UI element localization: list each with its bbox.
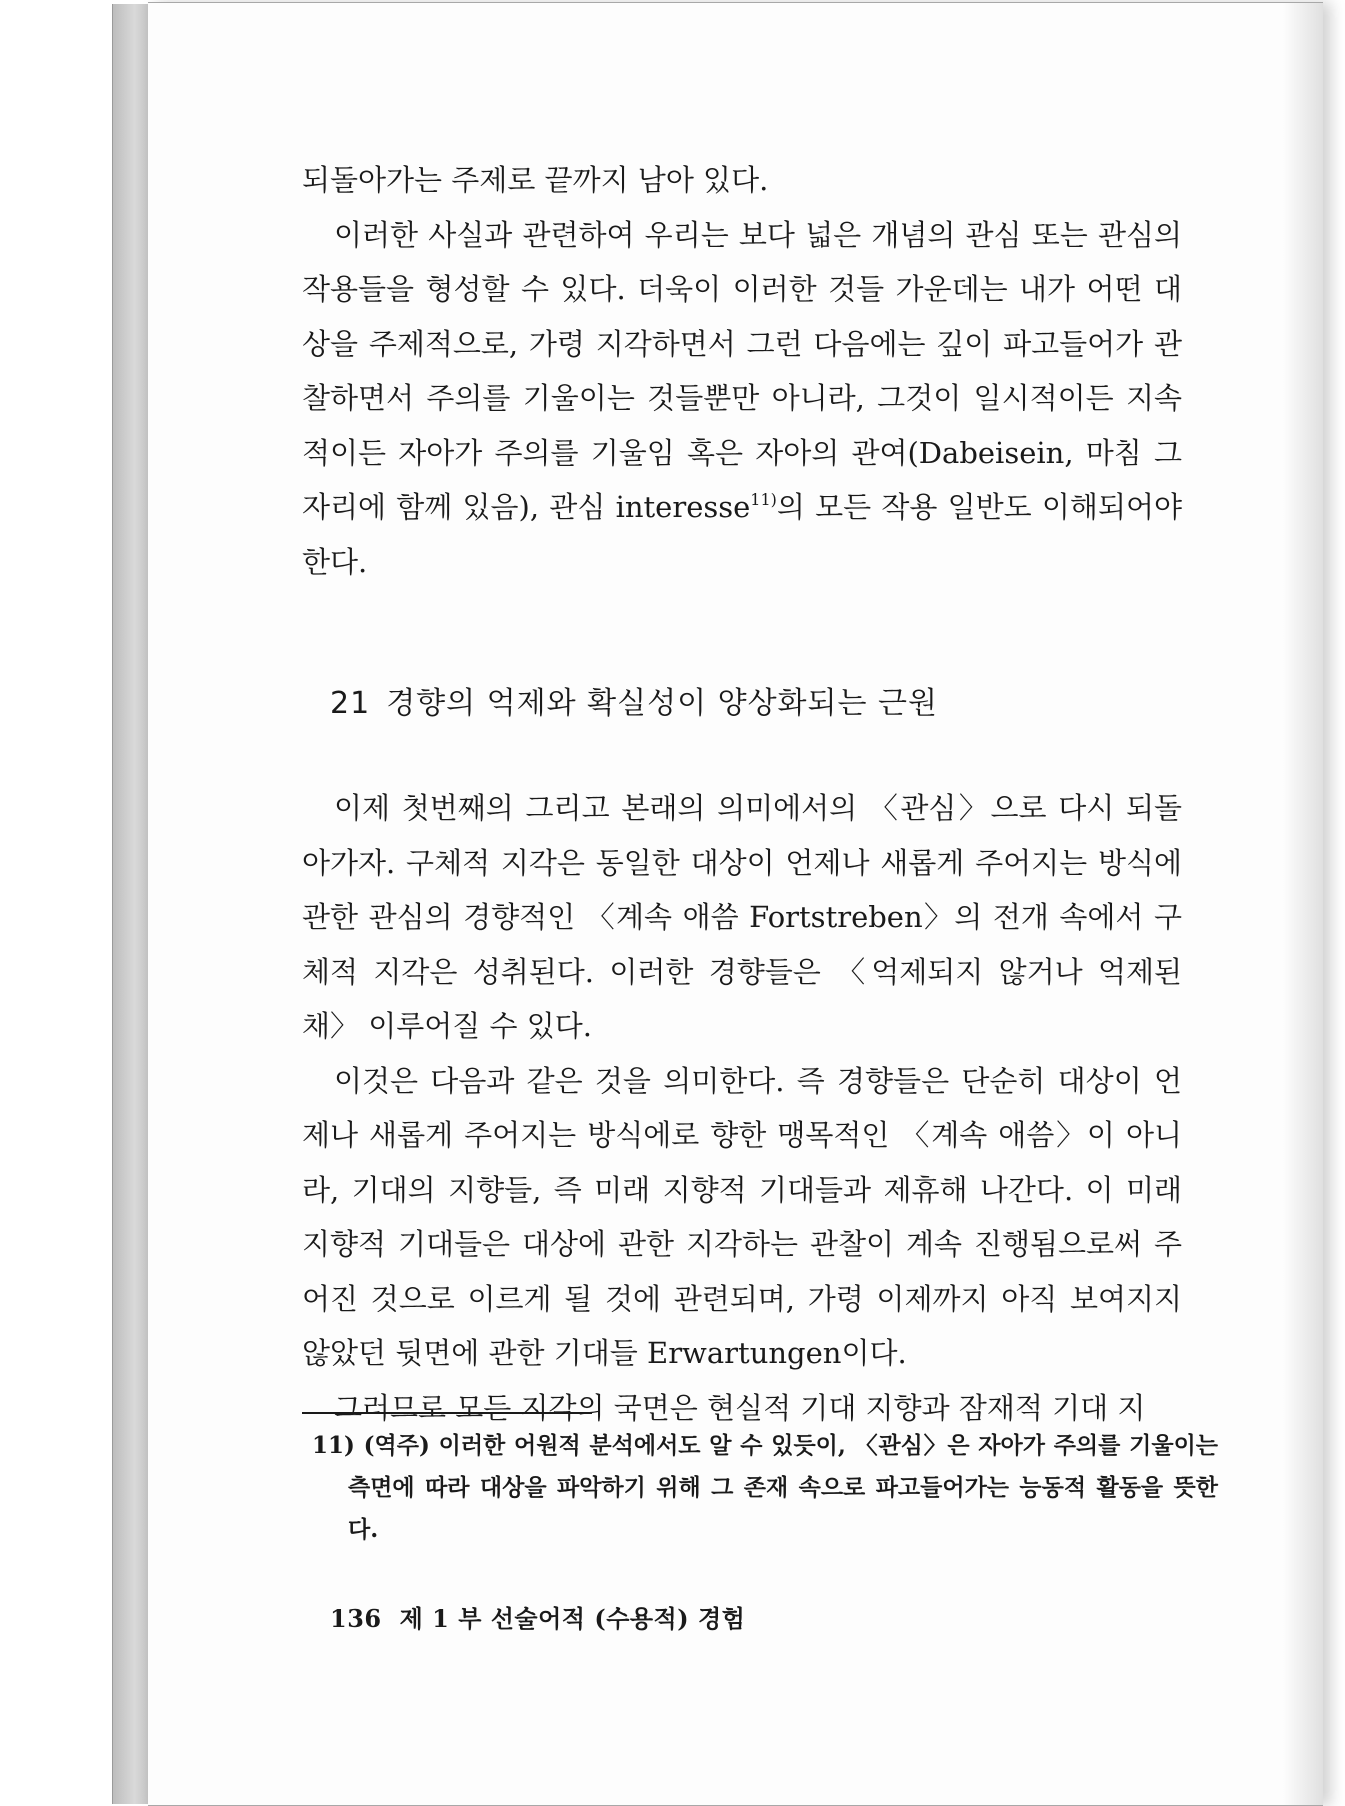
paragraph-text: 의 모든 작용 일반도 이해되어야 한다.: [302, 490, 1182, 579]
footnote-ref: 11): [750, 490, 777, 509]
section-heading: [330, 679, 1150, 729]
section-title: 경향의 억제와 확실성이 양상화되는 근원: [386, 686, 938, 721]
running-footer: [330, 1599, 745, 1634]
paragraph: [302, 208, 1182, 590]
section-number: 21: [330, 686, 371, 721]
footnote-divider: [302, 1412, 592, 1414]
book-page: [148, 2, 1323, 1806]
page-shadow: [1283, 3, 1323, 1805]
paragraph: 되돌아가는 주제로 끝까지 남아 있다.: [302, 163, 769, 197]
page-number: 136: [330, 1604, 382, 1633]
paragraph: 이제 첫번째의 그리고 본래의 의미에서의 〈관심〉으로 다시 되돌아가자. 구체적 지각은 동일한 대상이 언제나 새롭게 주어지는 방식에 관한 관심의 경향적인 〈계속 애씀 Fortstreben〉의 전개 속에서 구체적 지각은 성취된다. 이러한 경향들은 〈억제되지 않거나 억제된 채〉 이루어질 수 있다.: [302, 791, 1182, 1043]
paragraph-text: 이러한 사실과 관련하여 우리는 보다 넓은 개념의 관심 또는 관심의 작용들을 형성할 수 있다. 더욱이 이러한 것들 가운데는 내가 어떤 대상을 주제적으로, 가령 지각하면서 그런 다음에는 깊이 파고들어가 관찰하면서 주의를 기울이는 것들뿐만 아니라, 그것이 일시적이든 지속적이든 자아가 주의를 기울임 혹은 자아의 관여(Dabeisein, 마침 그 자리에 함께 있음), 관심 interesse: [302, 217, 1182, 524]
book-spine-edge: [112, 4, 149, 1804]
footnote: 11) (역주) 이러한 어원적 분석에서도 알 수 있듯이, 〈관심〉은 자아가 주의를 기울이는 측면에 따라 대상을 파악하기 위해 그 존재 속으로 파고들어가는 능동적 활동을 뜻한다.: [312, 1432, 1218, 1543]
paragraph: 이것은 다음과 같은 것을 의미한다. 즉 경향들은 단순히 대상이 언제나 새롭게 주어지는 방식에로 향한 맹목적인 〈계속 애씀〉이 아니라, 기대의 지향들, 즉 미래 지향적 기대들과 제휴해 나간다. 이 미래 지향적 기대들은 대상에 관한 지각하는 관찰이 계속 진행됨으로써 주어진 것으로 이르게 될 것에 관련되며, 가령 이제까지 아직 보여지지 않았던 뒷면에 관한 기대들 Erwartungen이다.: [302, 1063, 1182, 1370]
body-text-top: [302, 153, 1182, 589]
body-text-bottom: [302, 781, 1182, 1435]
footer-title: 제 1 부 선술어적 (수용적) 경험: [399, 1604, 746, 1633]
paragraph: 그러므로 모든 지각의 국면은 현실적 기대 지향과 잠재적 기대 지: [334, 1390, 1146, 1425]
